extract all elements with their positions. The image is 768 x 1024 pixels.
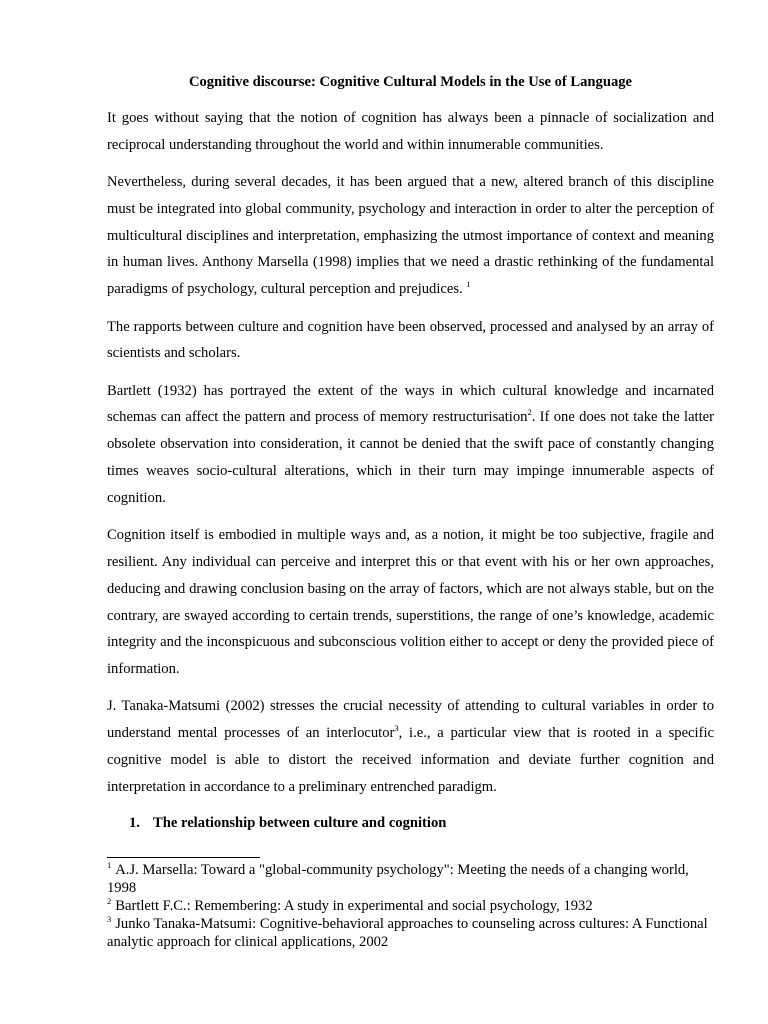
footnote-reference: 2 [527,407,532,418]
footnote [107,897,714,915]
footnote-text: Bartlett F.C.: Remembering: A study in experimental and social psychology, 1932 [115,898,593,914]
paragraph-text: Bartlett (1932) has portrayed the extent of the ways in which cultural knowledge and incarnated schemas can affect the pattern and process of memory restructurisation [107,382,714,426]
paragraph-text: It goes without saying that the notion of cognition has always been a pinnacle of socialization and reciprocal understanding throughout the world and within innumerable communities. [107,110,714,153]
body-text [107,105,714,801]
footnote-mark: 3 [107,914,112,925]
footnote [107,915,714,951]
footnote-separator [107,857,260,858]
section-number: 1. [129,815,140,832]
footnote-mark: 2 [107,896,112,907]
paragraph [107,378,714,512]
paragraph [107,314,714,368]
footnote-mark: 1 [107,860,112,871]
section-heading-text: The relationship between culture and cognition [153,815,447,832]
document-title: Cognitive discourse: Cognitive Cultural Models in the Use of Language [188,74,633,90]
paragraph [107,105,714,159]
footnotes [107,861,714,951]
paragraph [107,522,714,683]
footnote-reference: 3 [394,723,399,734]
paragraph [107,169,714,303]
paragraph-text: The rapports between culture and cognition have been observed, processed and analysed by an array of scientists and scholars. [107,318,714,362]
paragraph [107,693,714,800]
document-page [107,70,714,835]
paragraph-text: . If one does not take the latter obsolete observation into consideration, it cannot be denied that the swift pace of constantly changing times weaves socio-cultural alterations, which in their turn may impinge innumerable aspects of cognition. [107,409,714,506]
paragraph-text: Cognition itself is embodied in multiple ways and, as a notion, it might be too subjective, fragile and resilient. Any individual can perceive and interpret this or that event with his or her own approaches, deducing and drawing conclusion basing on the array of factors, which are not always stable, but on the contrary, are swayed according to certain trends, superstitions, the range of one’s knowledge, academic integrity and the inconspicuous and subconscious volition either to accept or deny the provided piece of information. [107,527,714,678]
paragraph-text: J. Tanaka-Matsumi (2002) stresses the crucial necessity of attending to cultural variables in order to understand mental processes of an interlocutor [107,698,714,742]
section-heading [129,811,714,835]
paragraph-text: , i.e., a particular view that is rooted in a specific cognitive model is able to distort the received information and deviate further cognition and interpretation in accordance to a preliminary entrenched paradigm. [107,725,714,795]
footnote-text: Junko Tanaka-Matsumi: Cognitive-behavioral approaches to counseling across cultures: A Functional analytic approach for clinical applications, 2002 [107,916,708,950]
footnote-reference: 1 [466,279,471,290]
footnote [107,861,714,897]
paragraph-text: Nevertheless, during several decades, it has been argued that a new, altered branch of this discipline must be integrated into global community, psychology and interaction in order to alter the perception of multicultural disciplines and interpretation, emphasizing the utmost importance of context and meaning in human lives. Anthony Marsella (1998) implies that we need a drastic rethinking of the fundamental paradigms of psychology, cultural perception and prejudices. [107,174,714,298]
footnote-text: A.J. Marsella: Toward a "global-community psychology": Meeting the needs of a changing world, 1998 [107,862,689,896]
